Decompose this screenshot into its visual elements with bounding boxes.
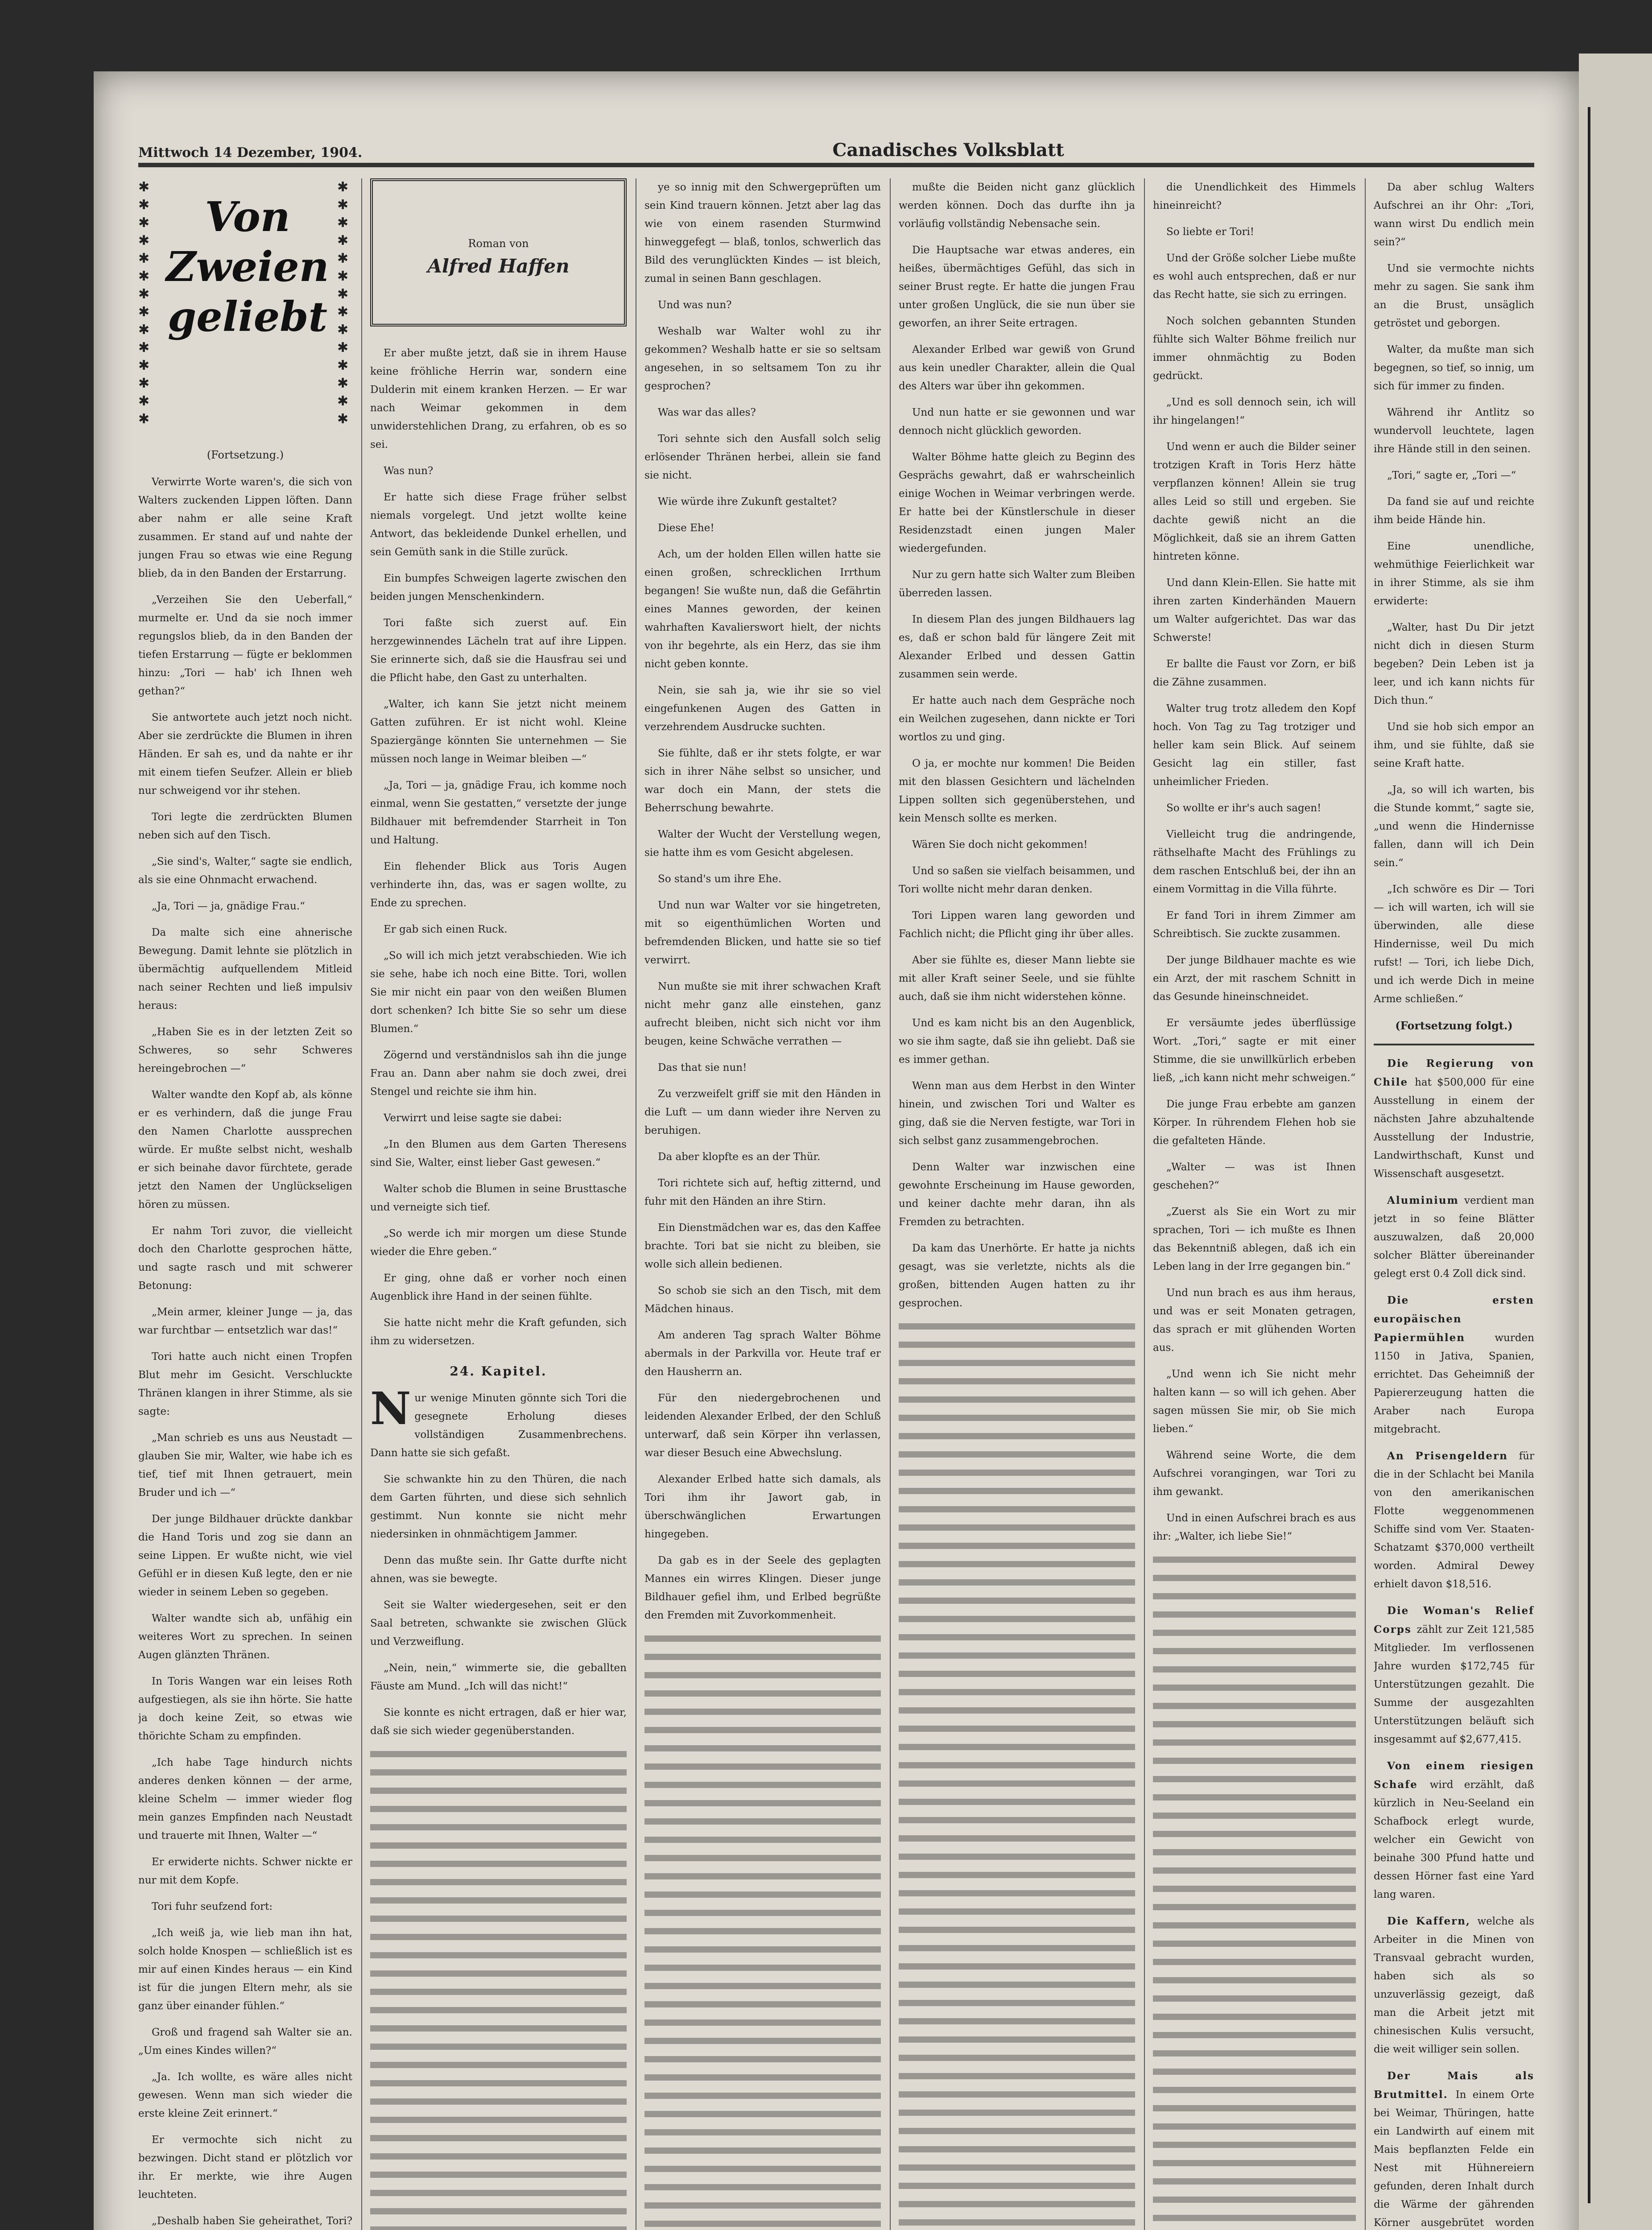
- paper-title: Canadisches Volksblatt: [832, 140, 1064, 161]
- story-text: [644, 178, 881, 1625]
- story-paragraph: Aber sie fühlte es, dieser Mann liebte sie mit aller Kraft seiner Seele, und sie fühlte auch, daß sie ihm nicht widerstehen könne.: [899, 954, 1135, 1003]
- story-paragraph: Ein flehender Blick aus Toris Augen verhinderte ihn, das, was er sagen wollte, zu Ende zu sprechen.: [370, 861, 627, 909]
- news-item-lead: Die Kaffern,: [1387, 1915, 1478, 1927]
- chapter-heading: 24. Kapitel.: [450, 1364, 547, 1379]
- story-paragraph: Walter, da mußte man sich begegnen, so tief, so innig, um sich für immer zu finden.: [1374, 344, 1534, 392]
- story-paragraph: Und in einen Aufschrei brach es aus ihr: „Walter, ich liebe Sie!“: [1153, 1512, 1356, 1542]
- news-item: [1374, 1912, 1534, 2059]
- story-paragraph: Sie fühlte, daß er ihr stets folgte, er war sich in ihrer Nähe selbst so unsicher, und war doch ein Mann, der stets die Beherrschung bewahrte.: [644, 747, 881, 814]
- story-paragraph: Und nun brach es aus ihm heraus, und was er seit Monaten getragen, das sprach er mit glühenden Worten aus.: [1153, 1287, 1356, 1354]
- continuation-note: (Fortsetzung.): [206, 449, 284, 461]
- story-paragraph: „So will ich mich jetzt verabschieden. Wie ich sie sehe, habe ich noch eine Bitte. Tori, wollen Sie mir nicht ein paar von den weißen Blumen dort schenken? Ich bitte Sie so sehr um diese Blumen.“: [370, 950, 627, 1035]
- story-paragraph: Das that sie nun!: [658, 1062, 747, 1074]
- story-paragraph: Für den niedergebrochenen und leidenden Alexander Erlbed, der den Schluß unterwarf, daß sein Körper ihn verlassen, war dieser Besuch eine Abwechslung.: [644, 1392, 881, 1459]
- news-item-lead: Aluminium: [1387, 1194, 1464, 1206]
- story-paragraph: Nun mußte sie mit ihrer schwachen Kraft nicht mehr ganz alle einstehen, ganz aufrecht bleiben, nicht sich nicht vor ihm beugen, keine Schwäche verrathen —: [644, 981, 881, 1047]
- news-item-text: wurden 1150 in Jativa, Spanien, errichtet. Das Geheimniß der Papiererzeugung hatten die Araber nach Europa mitgebracht.: [1374, 1332, 1534, 1435]
- story-paragraph: Walter wandte sich ab, unfähig ein weiteres Wort zu sprechen. In seinen Augen glänzten Thränen.: [138, 1613, 352, 1661]
- story-paragraph: Der junge Bildhauer drückte dankbar die Hand Toris und zog sie dann an seine Lippen. Er wußte nicht, wie viel Gefühl er in diesen Kuß legte, den er nie wieder in seinem Leben so gegeben.: [138, 1513, 352, 1598]
- news-item-lead: Die Regierung von Chile: [1374, 1057, 1534, 1088]
- story-paragraph: ur wenige Minuten gönnte sich Tori die gesegnete Erholung dieses vollständigen Zusammenbrechens. Dann hatte sie sich gefaßt.: [370, 1392, 627, 1459]
- story-paragraph: Tori faßte sich zuerst auf. Ein herzgewinnendes Lächeln trat auf ihre Lippen. Sie erinnerte sich, daß sie die Hausfrau sei und die Pflicht habe, den Gast zu unterhalten.: [370, 617, 627, 684]
- story-paragraph: „Ich habe Tage hindurch nichts anderes denken können — der arme, kleine Schelm — immer wieder flog mein ganzes Empfinden nach Neustadt und trauerte mit Ihnen, Walter —“: [138, 1757, 352, 1842]
- story-paragraph: O ja, er mochte nur kommen! Die Beiden mit den blassen Gesichtern und lächelnden Lippen sollten sich gegenüberstehen, und kein Mensch sollte es merken.: [899, 758, 1135, 824]
- story-paragraph: Sie antwortete auch jetzt noch nicht. Aber sie zerdrückte die Blumen in ihren Händen. Er sah es, und da nahte er ihr mit einem tiefen Seufzer. Allein er blieb nur schweigend vor ihr stehen.: [138, 712, 352, 797]
- text-filler: [899, 1321, 1135, 2230]
- story-text: [1374, 178, 1534, 1008]
- news-item-text: hat $500,000 für eine Ausstellung in einem der nächsten Jahre abzuhaltende Ausstellung der Industrie, Landwirthschaft, Kunst und Wissenschaft ausgesetzt.: [1374, 1077, 1534, 1180]
- story-paragraph: Er nahm Tori zuvor, die vielleicht doch den Charlotte gesprochen hätte, und sagte rasch und mit schwerer Betonung:: [138, 1225, 352, 1292]
- story-text: [370, 1382, 627, 1740]
- story-paragraph: Wären Sie doch nicht gekommen!: [912, 839, 1088, 851]
- story-text: [1153, 178, 1356, 1546]
- column-1: [138, 178, 352, 2230]
- story-title-line: Zweien: [166, 243, 329, 291]
- story-paragraph: „Ich weiß ja, wie lieb man ihn hat, solch holde Knospen — schließlich ist es mir auf einen Kindes heraus — ein Kind ist für die jungen Eltern mehr, als sie ganz über einander fühlen.“: [138, 1927, 352, 2012]
- story-paragraph: Walter wandte den Kopf ab, als könne er es verhindern, daß die junge Frau den Namen Charlotte aussprechen würde. Er mußte selbst nicht, weshalb er sich beinahe davor fürchtete, gerade jetzt den Namen der Unglückseligen hören zu müssen.: [138, 1089, 352, 1210]
- story-paragraph: Und was nun?: [658, 299, 732, 311]
- news-item-lead: Der Mais als Brutmittel.: [1374, 2070, 1534, 2101]
- story-paragraph: Und der Größe solcher Liebe mußte es wohl auch entsprechen, daß er nur das Recht hatte, sie sich zu erringen.: [1153, 252, 1356, 301]
- story-paragraph: Nein, sie sah ja, wie ihr sie so viel eingefunkenen Augen des Gatten in verzehrendem Ausdrucke suchten.: [644, 685, 881, 733]
- story-paragraph: Eine unendliche, wehmüthige Feierlichkeit war in ihrer Stimme, als sie ihm erwiderte:: [1374, 541, 1534, 607]
- text-filler: [644, 1633, 881, 2230]
- story-paragraph: Und nun hatte er sie gewonnen und war dennoch nicht glücklich geworden.: [899, 407, 1135, 437]
- news-item-text: In einem Orte bei Weimar, Thüringen, hatte ein Landwirth auf einem mit Mais bepflanzten Felde ein Nest mit Hühnereiern gefunden, deren Inhalt durch die Wärme der gährenden Körner ausgebrütet worden: [1374, 2089, 1534, 2229]
- news-item: [1374, 1291, 1534, 1439]
- story-paragraph: „Man schrieb es uns aus Neustadt — glauben Sie mir, Walter, wie habe ich es tief, tief mit Ihnen getrauert, mein Bruder und ich —“: [138, 1432, 352, 1499]
- story-paragraph: „Walter, hast Du Dir jetzt nicht dich in diesen Sturm begeben? Dein Leben ist ja leer, und ich kann nichts für Dich thun.“: [1374, 622, 1534, 706]
- story-paragraph: Tori sehnte sich den Ausfall solch selig erlösender Thränen herbei, allein sie fand sie nicht.: [644, 433, 881, 481]
- story-paragraph: Da fand sie auf und reichte ihm beide Hände hin.: [1374, 496, 1534, 526]
- masthead-rule: [138, 163, 1534, 167]
- story-title: [161, 192, 335, 342]
- story-paragraph: „Sie sind's, Walter,“ sagte sie endlich, als sie eine Ohnmacht erwachend.: [138, 856, 352, 886]
- story-paragraph: Noch solchen gebannten Stunden fühlte sich Walter Böhme freilich nur immer ohnmächtig zu Boden gedrückt.: [1153, 315, 1356, 382]
- story-paragraph: „Ja. Ich wollte, es wäre alles nicht gewesen. Wenn man sich wieder die erste kleine Zeit erinnert.“: [138, 2071, 352, 2119]
- story-text: [370, 344, 627, 1350]
- story-paragraph: Tori richtete sich auf, heftig zitternd, und fuhr mit den Händen an ihre Stirn.: [644, 1177, 881, 1207]
- story-paragraph: Er aber mußte jetzt, daß sie in ihrem Hause keine fröhliche Herrin war, sondern eine Dulderin mit einem kranken Herzen. — Er war nach Weimar gekommen in dem unwiderstehlichen Drang, zu erfahren, ob es so sei.: [370, 347, 627, 450]
- story-paragraph: „Zuerst als Sie ein Wort zu mir sprachen, Tori — ich mußte es Ihnen das Bekenntniß ablegen, daß ich ein Leben lang in der Irre gegangen bin.“: [1153, 1206, 1356, 1272]
- story-title-block: [138, 178, 352, 446]
- column-4: [899, 178, 1135, 2230]
- drop-cap: N: [370, 1382, 411, 1435]
- story-paragraph: Er ging, ohne daß er vorher noch einen Augenblick ihre Hand in der seinen fühlte.: [370, 1272, 627, 1302]
- story-paragraph: Und dann Klein-Ellen. Sie hatte mit ihren zarten Kinderhänden Mauern um Walter aufgerichtet. Das war das Schwerste!: [1153, 577, 1356, 644]
- text-filler: [1153, 1554, 1356, 2230]
- continued-note: (Fortsetzung folgt.): [1395, 1019, 1513, 1032]
- story-paragraph: Walter der Wucht der Verstellung wegen, sie hatte ihm es vom Gesicht abgelesen.: [644, 829, 881, 859]
- news-item-text: für die in der Schlacht bei Manila von den amerikanischen Flotte weggenommenen Schiffe sind vom Ver. Staaten-Schatzamt $370,000 vertheilt worden. Admiral Dewey erhielt davon $18,516.: [1374, 1450, 1534, 1590]
- column-2: [370, 178, 627, 2230]
- story-text: [899, 178, 1135, 1313]
- story-paragraph: Denn das mußte sein. Ihr Gatte durfte nicht ahnen, was sie bewegte.: [370, 1555, 627, 1585]
- story-paragraph: „Ich schwöre es Dir — Tori — ich will warten, ich will sie überwinden, alle diese Hindernisse, weil Du mich rufst! — Tori, ich liebe Dich, und ich werde Dich in meine Arme schließen.“: [1374, 884, 1534, 1005]
- star-ornament-right: ✱ ✱ ✱ ✱ ✱ ✱ ✱ ✱ ✱ ✱ ✱ ✱ ✱ ✱: [337, 179, 349, 427]
- column-5: [1153, 178, 1356, 2230]
- story-paragraph: Und nun war Walter vor sie hingetreten, mit so eigenthümlichen Worten und befremdenden Blicken, und hatte sie so tief verwirrt.: [644, 900, 881, 966]
- byline-label: Roman von: [468, 237, 529, 250]
- story-paragraph: Seit sie Walter wiedergesehen, seit er den Saal betreten, schwankte sie zwischen Glück und Verzweiflung.: [370, 1599, 627, 1648]
- column-rule: [890, 178, 891, 2230]
- adjacent-page-edge: [1579, 54, 1652, 2230]
- story-paragraph: Er ballte die Faust vor Zorn, er biß die Zähne zusammen.: [1153, 658, 1356, 688]
- story-paragraph: Walter schob die Blumen in seine Brusttasche und verneigte sich tief.: [370, 1183, 627, 1213]
- story-paragraph: Wenn man aus dem Herbst in den Winter hinein, und zwischen Tori und Walter es ging, daß sie die Nerven festigte, war Tori in sich selbst ganz zusammengebrochen.: [899, 1080, 1135, 1147]
- story-paragraph: Er hatte sich diese Frage früher selbst niemals vorgelegt. Und jetzt wollte keine Antwort, das bekleidende Dunkel erhellen, und sein Gemüth sank in die Stille zurück.: [370, 491, 627, 558]
- story-paragraph: So liebte er Tori!: [1166, 226, 1255, 238]
- story-paragraph: „Walter, ich kann Sie jetzt nicht meinem Gatten zuführen. Er ist nicht wohl. Kleine Spaziergänge könnten Sie unternehmen — Sie müssen noch lange in Weimar bleiben —“: [370, 698, 627, 765]
- news-item: [1374, 1757, 1534, 1904]
- story-paragraph: Die junge Frau erbebte am ganzen Körper. In rührendem Flehen hob sie die gefalteten Hände.: [1153, 1098, 1356, 1147]
- column-6: [1374, 178, 1534, 2230]
- story-paragraph: Da kam das Unerhörte. Er hatte ja nichts gesagt, was sie verletzte, nichts als die großen, bittenden Augen hatten zu ihr gesprochen.: [899, 1243, 1135, 1309]
- story-paragraph: „Walter — was ist Ihnen geschehen?“: [1153, 1161, 1356, 1191]
- story-paragraph: Ein Dienstmädchen war es, das den Kaffee brachte. Tori bat sie nicht zu bleiben, sie wolle sich allein bedienen.: [644, 1222, 881, 1270]
- news-items: [1374, 1054, 1534, 2230]
- story-title-line: geliebt: [167, 293, 328, 341]
- story-paragraph: Während ihr Antlitz so wundervoll leuchtete, lagen ihre Hände still in den seinen.: [1374, 407, 1534, 455]
- news-item-lead: An Prisengeldern: [1387, 1450, 1519, 1462]
- story-paragraph: Alexander Erlbed war gewiß von Grund aus kein unedler Charakter, allein die Qual des Alters war über ihn gekommen.: [899, 344, 1135, 392]
- news-item-text: verdient man jetzt in so feine Blätter auszuwalzen, daß 20,000 solcher Blätter übereinander gelegt erst 0.4 Zoll dick sind.: [1374, 1195, 1534, 1280]
- story-paragraph: Die Hauptsache war etwas anderes, ein heißes, übermächtiges Gefühl, das sich in seiner Brust regte. Er hatte die jungen Frau unter großen Unglück, die sie nun über sie geworfen, an ihrer Seite ertragen.: [899, 244, 1135, 329]
- masthead: [138, 134, 1534, 161]
- story-paragraph: „Nein, nein,“ wimmerte sie, die geballten Fäuste am Mund. „Ich will das nicht!“: [370, 1662, 627, 1692]
- story-paragraph: Da aber klopfte es an der Thür.: [658, 1151, 821, 1163]
- story-title-line: Von: [205, 193, 290, 241]
- story-paragraph: „Deshalb haben Sie geheirathet, Tori?: [152, 2215, 352, 2227]
- story-paragraph: „So werde ich mir morgen um diese Stunde wieder die Ehre geben.“: [370, 1228, 627, 1258]
- story-paragraph: „Haben Sie es in der letzten Zeit so Schweres, so sehr Schweres hereingebrochen —“: [138, 1026, 352, 1074]
- story-paragraph: Walter trug trotz alledem den Kopf hoch. Von Tag zu Tag trotziger und heller kam sein Blick. Auf seinem Gesicht lag ein stiller, fast unheimlicher Frieden.: [1153, 703, 1356, 788]
- story-paragraph: In Toris Wangen war ein leises Roth aufgestiegen, als sie ihn hörte. Sie hatte ja doch keine Zeit, so etwas wie thörichte Scham zu empfinden.: [138, 1676, 352, 1742]
- story-paragraph: Und so saßen sie vielfach beisammen, und Tori wollte nicht mehr daran denken.: [899, 865, 1135, 895]
- column-rule: [361, 178, 362, 2230]
- column-rule: [1365, 178, 1366, 2230]
- story-paragraph: So stand's um ihre Ehe.: [658, 873, 782, 885]
- text-filler: [370, 1748, 627, 2230]
- byline-box: [370, 178, 627, 326]
- story-paragraph: Tori fuhr seufzend fort:: [152, 1901, 273, 1912]
- story-paragraph: Er gab sich einen Ruck.: [384, 924, 508, 935]
- story-paragraph: Sie hatte nicht mehr die Kraft gefunden, sich ihm zu widersetzen.: [370, 1317, 627, 1347]
- newspaper-page: [94, 71, 1579, 2230]
- story-paragraph: Denn Walter war inzwischen eine gewohnte Erscheinung im Hause geworden, und keiner dachte mehr daran, ihn als Fremden zu betrachten.: [899, 1161, 1135, 1228]
- news-item-text: zählt zur Zeit 121,585 Mitglieder. Im verflossenen Jahre wurden $172,745 für Unterstützungen gezahlt. Die Summe der ausgezahlten Unterstützungen beläuft sich insgesammt auf $2,677,415.: [1374, 1624, 1534, 1745]
- story-paragraph: Was war das alles?: [658, 407, 756, 418]
- story-paragraph: Er versäumte jedes überflüssige Wort. „Tori,“ sagte er mit einer Stimme, die sie unwillkürlich erbeben ließ, „ich kann nicht mehr schweigen.“: [1153, 1017, 1356, 1084]
- story-paragraph: Sie konnte es nicht ertragen, daß er hier war, daß sie sich wieder gegenüberstanden.: [370, 1707, 627, 1737]
- story-paragraph: „Ja, Tori — ja, gnädige Frau, ich komme noch einmal, wenn Sie gestatten,“ versetzte der junge Bildhauer mit befremdender Starrheit in Ton und Haltung.: [370, 780, 627, 846]
- story-paragraph: Verwirrt und leise sagte sie dabei:: [384, 1112, 562, 1124]
- story-paragraph: Er erwiderte nichts. Schwer nickte er nur mit dem Kopfe.: [138, 1856, 352, 1886]
- news-item: [1374, 1054, 1534, 1183]
- story-paragraph: Ein bumpfes Schweigen lagerte zwischen den beiden jungen Menschenkindern.: [370, 573, 627, 603]
- story-paragraph: Der junge Bildhauer machte es wie ein Arzt, der mit raschem Schnitt in das Gesunde hineinschneidet.: [1153, 954, 1356, 1003]
- story-paragraph: Diese Ehe!: [658, 522, 714, 534]
- story-paragraph: die Unendlichkeit des Himmels hineinreicht?: [1153, 182, 1356, 211]
- story-paragraph: Ach, um der holden Ellen willen hatte sie einen großen, schrecklichen Irrthum begangen! Sie wußte nun, daß die Gefährtin eines Mannes geworden, der keinen wahrhaften Kavalierswort hielt, der nichts von ihr begehrte, als ein Herz, das sie ihm nicht geben konnte.: [644, 549, 881, 670]
- story-paragraph: Am anderen Tag sprach Walter Böhme abermals in der Parkvilla vor. Heute traf er den Hausherrn an.: [644, 1330, 881, 1378]
- story-paragraph: Vielleicht trug die andringende, räthselhafte Macht des Frühlings zu dem raschen Entschluß bei, der ihn an einem Vormittag in die Villa führte.: [1153, 829, 1356, 895]
- news-item-text: welche als Arbeiter in die Minen von Transvaal gebracht wurden, haben sich als so unzuverlässig gezeigt, daß man die Arbeit jetzt mit chinesischen Kulis versucht, die weit williger sein sollen.: [1374, 1916, 1534, 2055]
- story-paragraph: Und sie vermochte nichts mehr zu sagen. Sie sank ihm an die Brust, unsäglich getröstet und geborgen.: [1374, 263, 1534, 329]
- story-paragraph: Tori Lippen waren lang geworden und Fachlich nicht; die Pflicht ging ihr über alles.: [899, 910, 1135, 940]
- story-paragraph: So schob sie sich an den Tisch, mit dem Mädchen hinaus.: [644, 1285, 881, 1315]
- story-paragraph: Er vermochte sich nicht zu bezwingen. Dicht stand er plötzlich vor ihr. Er merkte, wie ihre Augen leuchteten.: [138, 2134, 352, 2201]
- story-paragraph: Und sie hob sich empor an ihm, und sie fühlte, daß sie seine Kraft hatte.: [1374, 721, 1534, 769]
- story-paragraph: In diesem Plan des jungen Bildhauers lag es, daß er schon bald für längere Zeit mit Alexander Erlbed und dessen Gattin zusammen sein werde.: [899, 614, 1135, 680]
- news-item: [1374, 1447, 1534, 1594]
- story-paragraph: Walter Böhme hatte gleich zu Beginn des Gesprächs gewahrt, daß er wahrscheinlich einige Wochen in Weimar verbringen werde. Er hatte bei der Künstlerschule in dieser Residenzstadt einen jungen Maler wiedergefunden.: [899, 451, 1135, 554]
- issue-date: Mittwoch 14 Dezember, 1904.: [138, 145, 363, 161]
- star-ornament-left: ✱ ✱ ✱ ✱ ✱ ✱ ✱ ✱ ✱ ✱ ✱ ✱ ✱ ✱: [138, 179, 150, 427]
- story-paragraph: Verwirrte Worte waren's, die sich von Walters zuckenden Lippen löften. Dann aber nahm er alle seine Kraft zusammen. Er stand auf und nahte der jungen Frau so etwas wie eine Regung blieb, da in den Banden der Erstarrung.: [138, 476, 352, 579]
- news-item-lead: Von einem riesigen Schafe: [1374, 1760, 1534, 1791]
- news-item-lead: Die Woman's Relief Corps: [1374, 1605, 1534, 1635]
- story-paragraph: Tori hatte auch nicht einen Tropfen Blut mehr im Gesicht. Verschluckte Thränen klangen in ihrer Stimme, als sie sagte:: [138, 1351, 352, 1417]
- column-3: [644, 178, 881, 2230]
- story-paragraph: „Mein armer, kleiner Junge — ja, das war furchtbar — entsetzlich war das!“: [138, 1306, 352, 1336]
- story-paragraph: Nur zu gern hatte sich Walter zum Bleiben überreden lassen.: [899, 569, 1135, 599]
- story-paragraph: Tori legte die zerdrückten Blumen neben sich auf den Tisch.: [138, 811, 352, 841]
- story-paragraph: So wollte er ihr's auch sagen!: [1166, 802, 1322, 814]
- story-paragraph: ye so innig mit den Schwergeprüften um sein Kind trauern können. Jetzt aber lag das wie von einem rasenden Sturmwind hinweggefegt — blaß, tonlos, schwerlich das Bild des verunglückten Kindes — ist bleich, zumal in seinen Bann geschlagen.: [644, 182, 881, 285]
- story-paragraph: Weshalb war Walter wohl zu ihr gekommen? Weshalb hatte er sie so seltsam angesehen, in so seltsamem Ton zu ihr gesprochen?: [644, 326, 881, 392]
- section-rule: [1374, 1044, 1534, 1045]
- story-paragraph: mußte die Beiden nicht ganz glücklich werden können. Doch das durfte ihn ja vorläufig vollständig Nebensache sein.: [899, 182, 1135, 230]
- column-rule: [1144, 178, 1145, 2230]
- story-paragraph: Da gab es in der Seele des geplagten Mannes ein wirres Klingen. Dieser junge Bildhauer gefiel ihm, und Erlbed begrüßte den Fremden mit Zuvorkommenheit.: [644, 1555, 881, 1621]
- story-paragraph: Und wenn er auch die Bilder seiner trotzigen Kraft in Toris Herz hätte verpflanzen können! Allein sie trug alles Leid so still und ergeben. Sie dachte gewiß nicht an die Möglichkeit, daß sie an ihrem Gatten hintreten könne.: [1153, 441, 1356, 562]
- story-paragraph: Alexander Erlbed hatte sich damals, als Tori ihm ihr Jawort gab, in überschwänglichen Erwartungen hingegeben.: [644, 1474, 881, 1540]
- story-paragraph: Und es kam nicht bis an den Augenblick, wo sie ihm sagte, daß sie ihn geliebt. Daß sie es immer gethan.: [899, 1017, 1135, 1065]
- story-paragraph: Er hatte auch nach dem Gespräche noch ein Weilchen zugesehen, dann nickte er Tori wortlos zu und ging.: [899, 695, 1135, 743]
- story-paragraph: Zögernd und verständnislos sah ihn die junge Frau an. Dann aber nahm sie doch zwei, drei Stengel und reichte sie ihm hin.: [370, 1049, 627, 1098]
- story-paragraph: Sie schwankte hin zu den Thüren, die nach dem Garten führten, und diese sich sehnlich gestimmt. Nun konnte sie nicht mehr niedersinken in ohnmächtigem Jammer.: [370, 1474, 627, 1540]
- story-paragraph: Wie würde ihre Zukunft gestaltet?: [658, 496, 837, 508]
- news-item-lead: Die ersten europäischen Papiermühlen: [1374, 1294, 1534, 1344]
- story-paragraph: Was nun?: [384, 465, 434, 477]
- story-paragraph: Da aber schlug Walters Aufschrei an ihr Ohr: „Tori, wann wirst Du endlich mein sein?“: [1374, 182, 1534, 248]
- story-paragraph: „Ja, Tori — ja, gnädige Frau.“: [152, 900, 305, 912]
- story-paragraph: „In den Blumen aus dem Garten Theresens sind Sie, Walter, einst lieber Gast gewesen.“: [370, 1139, 627, 1169]
- story-paragraph: Groß und fragend sah Walter sie an. „Um eines Kindes willen?“: [138, 2027, 352, 2057]
- news-item-text: wird erzählt, daß kürzlich in Neu-Seeland ein Schafbock erlegt wurde, welcher ein Gewicht von beinahe 300 Pfund hatte und dessen Hörner fast eine Yard lang waren.: [1374, 1779, 1534, 1900]
- adjacent-page-rule: [1588, 107, 1590, 2203]
- story-paragraph: „Und wenn ich Sie nicht mehr halten kann — so will ich gehen. Aber sagen müssen Sie mir, ob Sie mich lieben.“: [1153, 1368, 1356, 1435]
- author-name: Alfred Haffen: [427, 255, 570, 277]
- news-item: [1374, 1191, 1534, 1283]
- news-item: [1374, 1602, 1534, 1749]
- story-paragraph: „Verzeihen Sie den Ueberfall,“ murmelte er. Und da sie noch immer regungslos blieb, da in den Banden der tiefen Erstarrung — fügte er beklommen hinzu: „Tori — hab' ich Ihnen weh gethan?“: [138, 594, 352, 697]
- story-paragraph: Er fand Tori in ihrem Zimmer am Schreibtisch. Sie zuckte zusammen.: [1153, 910, 1356, 940]
- story-paragraph: Da malte sich eine ahnerische Bewegung. Damit lehnte sie plötzlich in übermächtig aufquellendem Mitleid nach seiner Rechten und ließ impulsiv heraus:: [138, 927, 352, 1012]
- story-paragraph: „Und es soll dennoch sein, ich will ihr hingelangen!“: [1153, 396, 1356, 426]
- news-item: [1374, 2067, 1534, 2230]
- story-paragraph: „Tori,“ sagte er, „Tori —“: [1387, 470, 1516, 481]
- story-paragraph: Während seine Worte, die dem Aufschrei vorangingen, war Tori zu ihm gewankt.: [1153, 1450, 1356, 1498]
- story-text: [138, 473, 352, 2230]
- story-paragraph: Zu verzweifelt griff sie mit den Händen in die Luft — um dann wieder ihre Nerven zu beruhigen.: [644, 1088, 881, 1136]
- story-paragraph: „Ja, so will ich warten, bis die Stunde kommt,“ sagte sie, „und wenn die Hindernisse fallen, dann will ich Dein sein.“: [1374, 784, 1534, 869]
